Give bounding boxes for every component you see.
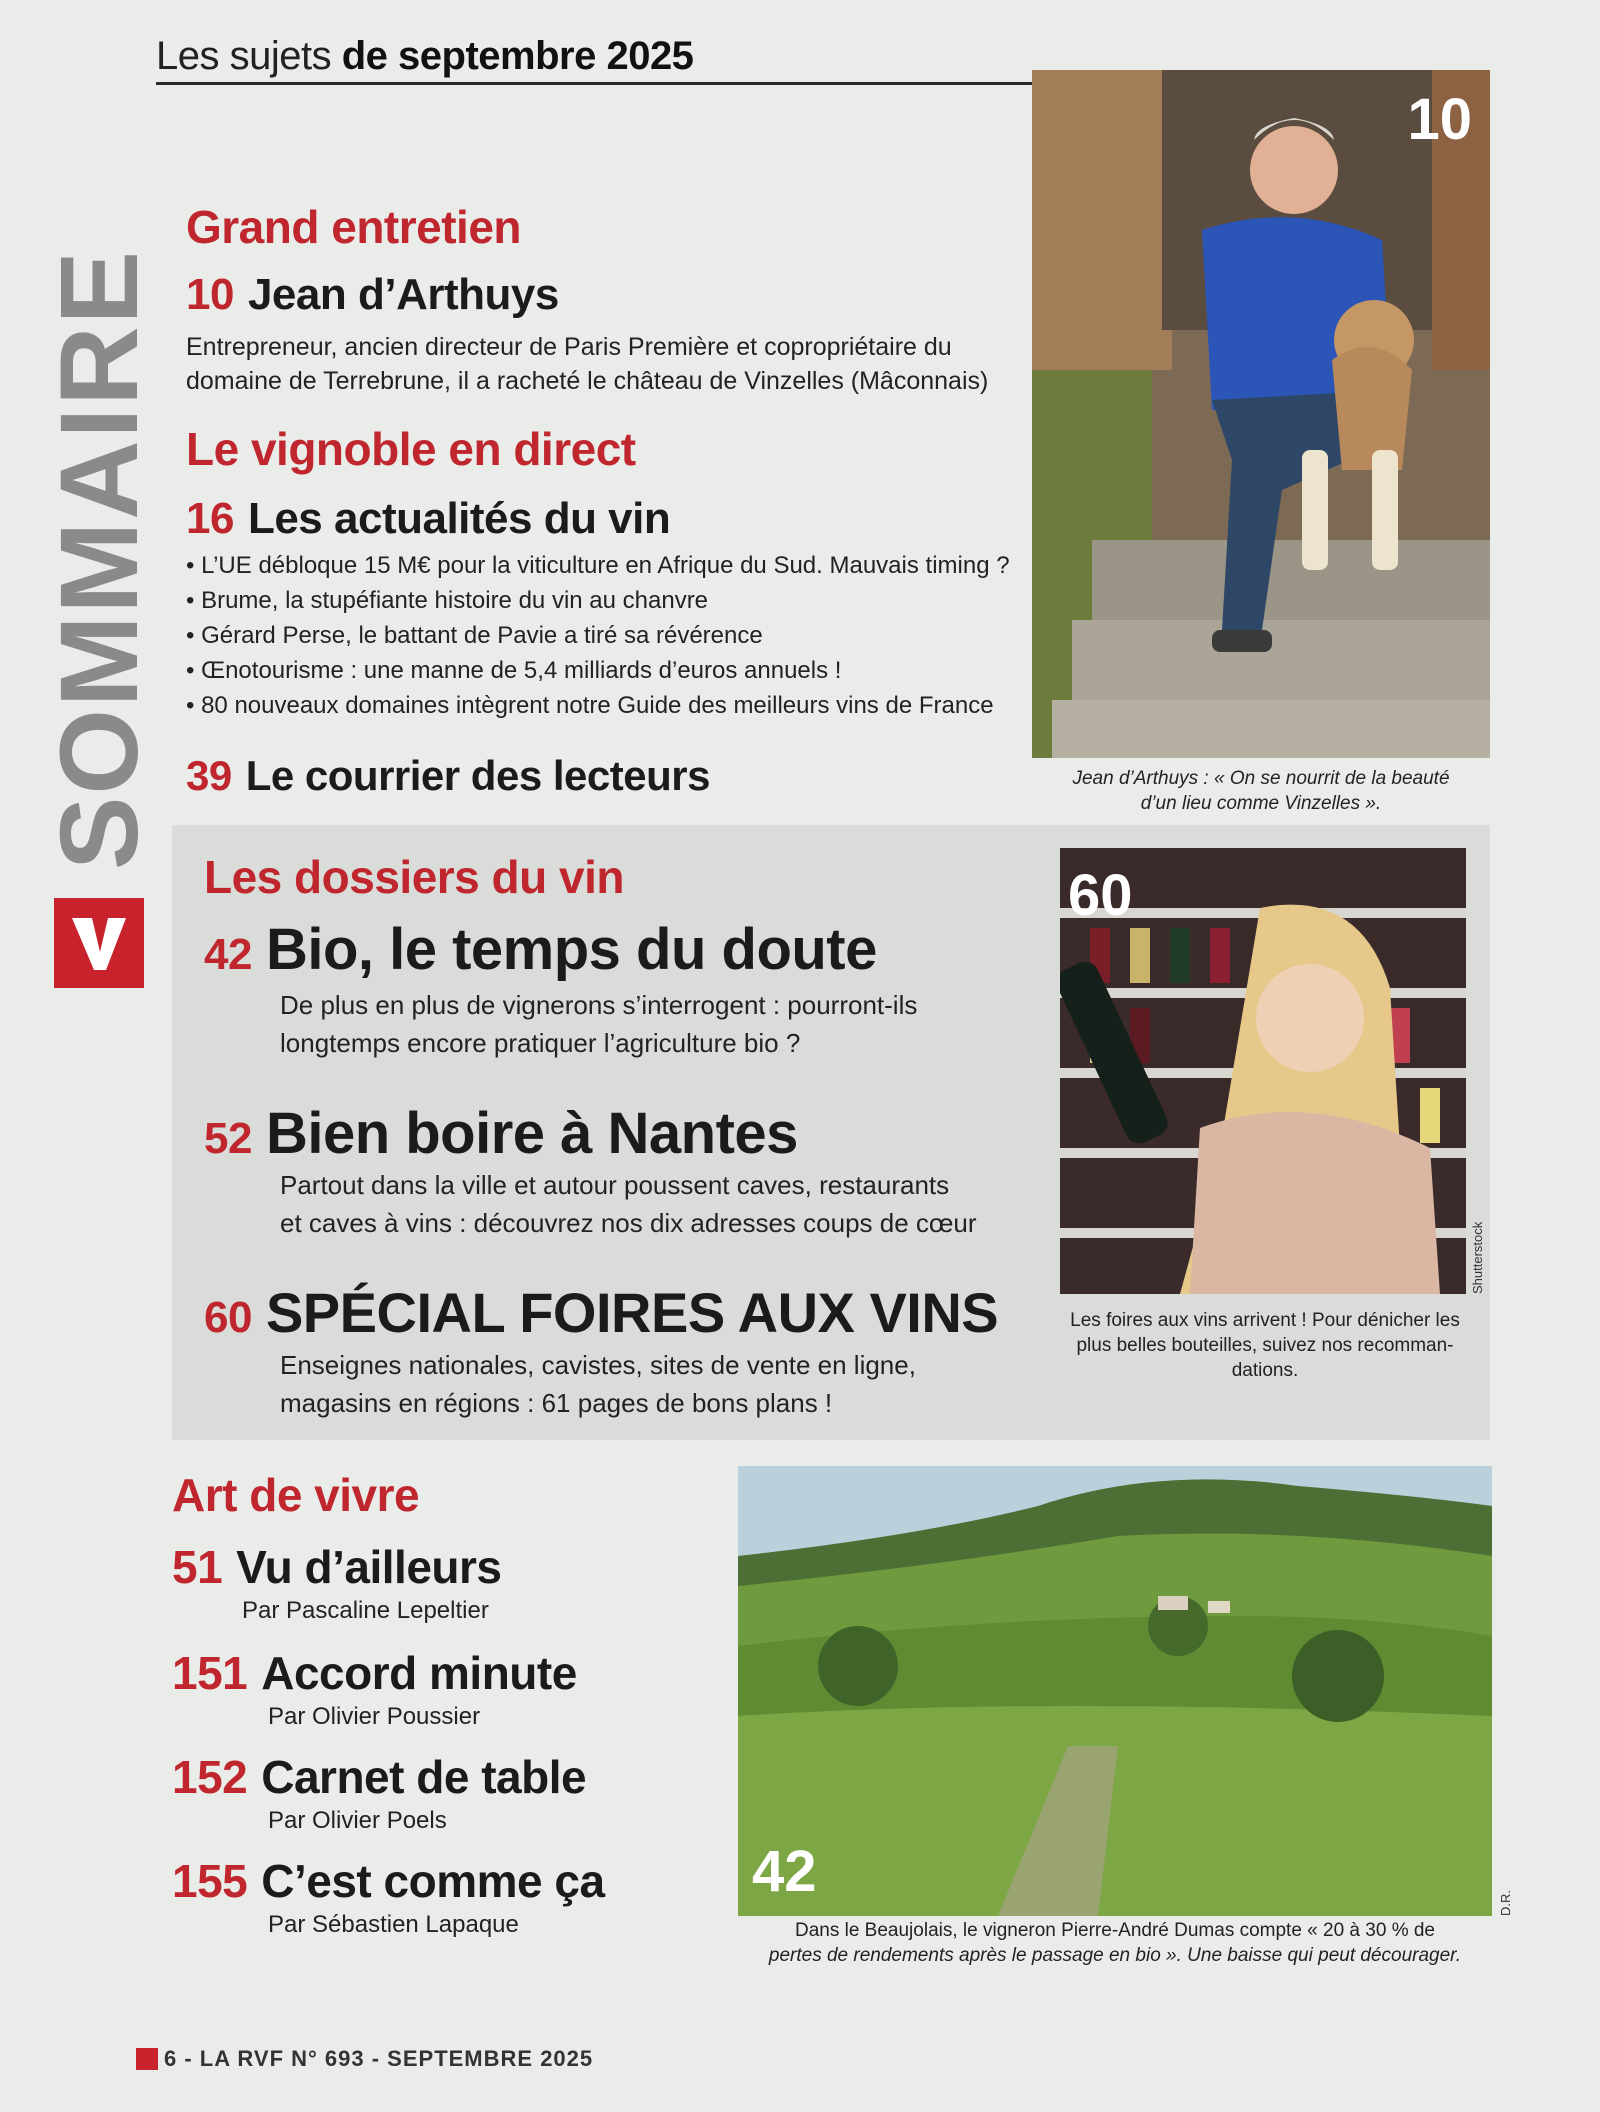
section-art-de-vivre: Art de vivre xyxy=(172,1469,420,1521)
toc-item-actualites[interactable] xyxy=(186,494,670,544)
page-number: 51 xyxy=(172,1541,223,1593)
list-item: • L’UE débloque 15 M€ pour la viticulture en Afrique du Sud. Mauvais timing ? xyxy=(186,548,1026,583)
item-description xyxy=(280,1346,916,1422)
page-footer: 6 - LA RVF N° 693 - SEPTEMBRE 2025 xyxy=(164,2046,594,2071)
photo-page-number: 10 xyxy=(1407,87,1472,152)
sommaire-vertical-title: SOMMAIRE xyxy=(38,249,161,870)
item-author: Par Olivier Poussier xyxy=(268,1703,481,1730)
item-title: Bio, le temps du doute xyxy=(265,917,877,982)
page-header xyxy=(156,34,693,79)
item-title: SPÉCIAL FOIRES AUX VINS xyxy=(265,1281,999,1344)
section-dossiers-du-vin: Les dossiers du vin xyxy=(204,851,624,903)
toc-item-bio[interactable] xyxy=(204,916,877,983)
item-description: Entrepreneur, ancien directeur de Paris Première et copropriétaire du domaine de Terrebrune, il a racheté le château de Vinzelles (Mâconnais) xyxy=(186,333,989,395)
toc-item-cest-comme-ca[interactable] xyxy=(172,1854,605,1908)
section-vignoble-en-direct: Le vignoble en direct xyxy=(186,423,636,475)
item-title: Jean d’Arthuys xyxy=(247,270,559,319)
item-description xyxy=(280,986,917,1062)
toc-item-carnet-de-table[interactable] xyxy=(172,1750,586,1804)
news-bullet-list xyxy=(186,548,1026,723)
list-item: • 80 nouveaux domaines intègrent notre Guide des meilleurs vins de France xyxy=(186,688,1026,723)
list-item: • Gérard Perse, le battant de Pavie a tiré sa révérence xyxy=(186,618,1026,653)
photo-credit: D.R. xyxy=(1498,1890,1513,1916)
list-item: • Œnotourisme : une manne de 5,4 milliards d’euros annuels ! xyxy=(186,653,1026,688)
caption-line: dations. xyxy=(1231,1360,1299,1381)
description-line: Enseignes nationales, cavistes, sites de vente en ligne, xyxy=(280,1350,916,1380)
photo-credit: Shutterstock xyxy=(1470,1221,1485,1294)
rvf-logo-icon xyxy=(54,898,144,988)
toc-item-foires-aux-vins[interactable] xyxy=(204,1280,998,1345)
photo-foires-aux-vins xyxy=(1060,848,1466,1294)
toc-item-jean-darthuys[interactable] xyxy=(186,270,559,320)
item-title: Les actualités du vin xyxy=(247,494,671,543)
toc-item-accord-minute[interactable] xyxy=(172,1646,577,1700)
page-number: 152 xyxy=(172,1751,248,1803)
page-number: 155 xyxy=(172,1855,248,1907)
header-prefix: Les sujets xyxy=(156,34,332,78)
header-month: de septembre 2025 xyxy=(341,34,694,78)
item-title: Le courrier des lecteurs xyxy=(245,752,710,799)
item-title: Carnet de table xyxy=(261,1751,587,1803)
item-description xyxy=(280,1166,977,1242)
item-title: C’est comme ça xyxy=(261,1855,605,1907)
page-number: 52 xyxy=(204,1114,252,1163)
description-line: et caves à vins : découvrez nos dix adresses coups de cœur xyxy=(280,1208,977,1238)
section-grand-entretien: Grand entretien xyxy=(186,201,522,253)
photo-page-number: 42 xyxy=(752,1839,817,1904)
page-number: 60 xyxy=(204,1293,252,1342)
item-author: Par Sébastien Lapaque xyxy=(268,1911,519,1938)
header-rule xyxy=(156,82,1036,85)
caption-line: Dans le Beaujolais, le vigneron Pierre-André Dumas compte « 20 à 30 % de xyxy=(794,1920,1436,1941)
page-number: 16 xyxy=(186,494,234,543)
photo-jean-darthuys xyxy=(1032,70,1490,758)
item-title: Vu d’ailleurs xyxy=(236,1541,502,1593)
caption-line: Les foires aux vins arrivent ! Pour dénicher les xyxy=(1070,1310,1460,1331)
caption-line: d’un lieu comme Vinzelles ». xyxy=(1140,793,1382,814)
item-title: Bien boire à Nantes xyxy=(265,1101,798,1166)
caption-line: pertes de rendements après le passage en bio ». Une baisse qui peut décourager. xyxy=(768,1945,1462,1966)
toc-item-courrier[interactable] xyxy=(186,752,710,800)
page-number: 39 xyxy=(186,752,232,799)
page-number: 151 xyxy=(172,1647,248,1699)
item-author: Par Olivier Poels xyxy=(268,1807,447,1834)
caption-line: Jean d’Arthuys : « On se nourrit de la beauté xyxy=(1072,768,1450,789)
page-number: 42 xyxy=(204,930,252,979)
footer-logo-icon xyxy=(136,2048,158,2070)
item-author: Par Pascaline Lepeltier xyxy=(242,1597,489,1624)
description-line: De plus en plus de vignerons s’interrogent : pourront-ils xyxy=(280,990,918,1020)
description-line: Partout dans la ville et autour poussent caves, restaurants xyxy=(280,1170,950,1200)
photo-page-number: 60 xyxy=(1068,863,1133,928)
toc-item-nantes[interactable] xyxy=(204,1100,798,1167)
photo-caption xyxy=(720,1918,1510,1968)
photo-beaujolais-vineyard xyxy=(738,1466,1492,1916)
page-number: 10 xyxy=(186,270,234,319)
list-item: • Brume, la stupéfiante histoire du vin au chanvre xyxy=(186,583,1026,618)
description-line: magasins en régions : 61 pages de bons plans ! xyxy=(280,1388,833,1418)
toc-item-vu-dailleurs[interactable] xyxy=(172,1540,502,1594)
description-line: longtemps encore pratiquer l’agriculture bio ? xyxy=(280,1028,801,1058)
item-title: Accord minute xyxy=(261,1647,577,1699)
photo-caption xyxy=(1032,766,1490,816)
caption-line: plus belles bouteilles, suivez nos recomman- xyxy=(1076,1335,1454,1356)
photo-caption xyxy=(1050,1308,1480,1383)
